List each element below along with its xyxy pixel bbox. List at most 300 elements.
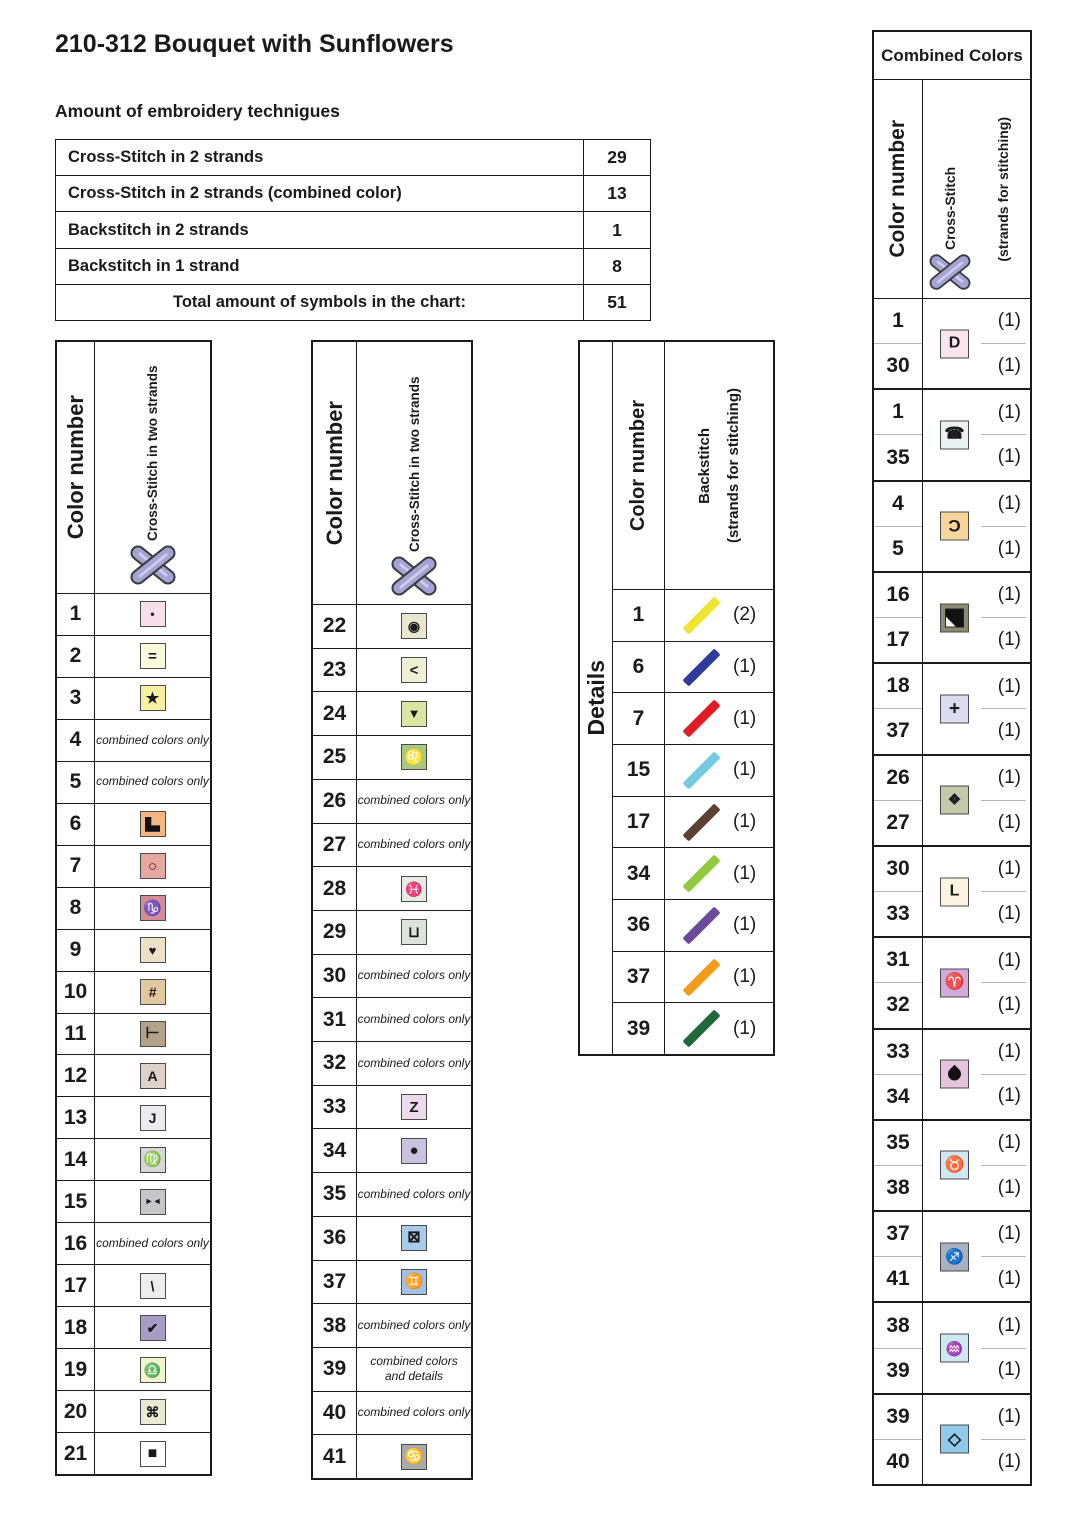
symbol-cell: [357, 1086, 471, 1129]
combined-note: combined colors only: [357, 1405, 471, 1420]
combined-group: [874, 1119, 1030, 1210]
symbol-glyph: •: [150, 607, 155, 622]
cross-stitch-header: [357, 342, 471, 604]
color-number: 1: [613, 590, 665, 641]
virgo-symbol: [140, 1147, 166, 1173]
symbol-cell: [95, 972, 210, 1013]
less-than-symbol: [401, 657, 427, 683]
symbol-glyph: ♌: [404, 748, 424, 766]
technique-row: [56, 248, 650, 284]
color-number: 30: [886, 856, 910, 880]
page-title: 210-312 Bouquet with Sunflowers: [55, 30, 454, 58]
symbol-glyph: ►◄: [144, 1196, 161, 1207]
color-row: [313, 1347, 471, 1391]
strands-value: (2): [733, 604, 757, 626]
combined-group: [874, 1028, 1030, 1119]
diamond-symbol: [940, 1425, 969, 1454]
combined-note: combined colors only: [357, 1186, 471, 1201]
details-header: [613, 342, 773, 590]
symbol-glyph: ⌘: [145, 1403, 160, 1420]
color-number: 41: [313, 1435, 357, 1478]
technique-value: 1: [583, 212, 650, 247]
symbol-cell: [95, 804, 210, 845]
combined-colors-title: Combined Colors: [874, 32, 1030, 80]
dot-symbol: [140, 601, 166, 627]
symbol-cell: [95, 1307, 210, 1348]
color-number-label: Color number: [627, 399, 649, 532]
color-number: 4: [892, 491, 904, 515]
combined-numbers: [874, 756, 923, 845]
l-block-symbol: [140, 811, 166, 837]
color-row: [313, 648, 471, 692]
color-row: [313, 1041, 471, 1085]
symbol-glyph: ♊: [404, 1273, 424, 1291]
color-row: [57, 845, 210, 887]
details-side-label: [580, 342, 613, 1054]
symbol-glyph: ♎: [143, 1361, 162, 1378]
backstitch-line: [682, 596, 720, 634]
symbol-glyph: ⊠: [407, 1229, 421, 1247]
technique-row: [56, 175, 650, 211]
four-diamonds-symbol: [940, 786, 969, 815]
symbol-cell: [95, 888, 210, 929]
combined-numbers: [874, 1121, 923, 1210]
color-number: 21: [57, 1433, 95, 1474]
color-number: 24: [313, 692, 357, 735]
color-number: 18: [886, 674, 910, 698]
circled-dot-symbol: [401, 613, 427, 639]
symbol-glyph: ★: [145, 689, 160, 707]
backslash-symbol: [140, 1273, 166, 1299]
combined-symbol-cell: [923, 938, 1030, 1027]
cross-stitch-label: Cross-Stitch in two strands: [145, 365, 160, 541]
combined-group: [874, 936, 1030, 1027]
symbol-glyph: ♋: [404, 1448, 424, 1466]
color-number: 39: [886, 1404, 910, 1428]
color-row: [313, 1434, 471, 1478]
color-row: [313, 866, 471, 910]
drop-glyph: [945, 1065, 963, 1083]
symbol-glyph: ♍: [143, 1151, 162, 1169]
backstitch-row: [613, 847, 773, 899]
color-number: 4: [57, 720, 95, 761]
color-number: 1: [57, 594, 95, 635]
symbol-glyph: ♉: [944, 1156, 965, 1174]
backstitch-row: [613, 1002, 773, 1054]
color-number: 39: [613, 1003, 665, 1054]
combined-group: [874, 662, 1030, 753]
table-header: [313, 342, 471, 605]
symbol-glyph: #: [148, 984, 157, 1001]
strands-value: (1): [997, 675, 1021, 697]
command-symbol: [140, 1399, 166, 1425]
cross-stitch-x-icon: [129, 543, 177, 587]
color-row: [57, 803, 210, 845]
color-number-header: [874, 80, 923, 298]
cross-stitch-x-icon: [390, 554, 438, 598]
backstitch-cell: [665, 642, 773, 693]
color-row: [57, 1306, 210, 1348]
corner-square-symbol: [940, 603, 969, 632]
symbol-glyph: \: [150, 1277, 155, 1294]
symbol-cell: [95, 846, 210, 887]
combined-note: combined colors only: [357, 968, 471, 983]
letter-l-symbol: [940, 877, 969, 906]
symbol-glyph: ○: [147, 857, 158, 875]
color-row: [313, 1085, 471, 1129]
color-number: 37: [874, 708, 922, 753]
color-number: 12: [57, 1055, 95, 1096]
star-symbol: [140, 685, 166, 711]
symbol-cell: [357, 955, 471, 998]
strands-value: (1): [997, 949, 1021, 971]
color-number: 33: [874, 891, 922, 936]
color-number: 26: [313, 780, 357, 823]
color-number: 40: [313, 1392, 357, 1435]
symbol-cell: [95, 762, 210, 803]
symbol-glyph: Ɔ: [948, 516, 961, 536]
symbol-cell: [357, 649, 471, 692]
technique-label: Backstitch in 1 strand: [68, 256, 240, 275]
square-cup-symbol: [401, 919, 427, 945]
letter-j-symbol: [140, 1105, 166, 1131]
symbol-cell: [95, 1181, 210, 1222]
aquarius-symbol: [940, 1334, 969, 1363]
backstitch-line: [682, 648, 720, 686]
black-circle-symbol: [401, 1138, 427, 1164]
combined-group: [874, 571, 1030, 662]
strands-value: (1): [997, 446, 1021, 468]
backstitch-cell: [665, 590, 773, 641]
symbol-cell: [95, 930, 210, 971]
color-number: 33: [313, 1086, 357, 1129]
symbol-cell: [357, 780, 471, 823]
taurus-symbol: [940, 1151, 969, 1180]
color-number: 37: [886, 1222, 910, 1246]
combined-symbol-cell: [923, 482, 1030, 571]
backstitch-line: [682, 751, 720, 789]
strands-value: (1): [733, 1017, 757, 1039]
color-number: 36: [313, 1217, 357, 1260]
strands-value: (1): [997, 1040, 1021, 1062]
details-label: Details: [582, 660, 609, 736]
color-number: 7: [57, 846, 95, 887]
backstitch-line: [682, 906, 720, 944]
strands-value: (1): [997, 766, 1021, 788]
strands-value: (1): [997, 1223, 1021, 1245]
bowtie-symbol: [140, 1189, 166, 1215]
combined-group: [874, 480, 1030, 571]
symbol-cell: [357, 1392, 471, 1435]
strands-value: (1): [733, 862, 757, 884]
color-row: [57, 887, 210, 929]
combined-note: combined colors only: [357, 837, 471, 852]
right-tack-symbol: [140, 1021, 166, 1047]
symbol-glyph: ⊢: [145, 1025, 160, 1042]
color-number: 15: [57, 1181, 95, 1222]
table-header: [57, 342, 210, 594]
color-row: [57, 719, 210, 761]
color-number: 34: [613, 848, 665, 899]
symbol-cell: [95, 1349, 210, 1390]
strands-value: (1): [997, 1359, 1021, 1381]
combined-colors-table: [872, 30, 1032, 1486]
symbol-glyph: Z: [409, 1098, 419, 1116]
combined-numbers: [874, 664, 923, 753]
strands-value: (1): [997, 720, 1021, 742]
combined-symbol-cell: [923, 573, 1030, 662]
strands-label: (strands for stitching): [725, 387, 742, 543]
color-row: [57, 1096, 210, 1138]
color-row: [57, 1390, 210, 1432]
symbol-cell: [357, 867, 471, 910]
combined-numbers: [874, 1212, 923, 1301]
color-row: [57, 594, 210, 635]
color-row: [313, 779, 471, 823]
strands-value: (1): [997, 1085, 1021, 1107]
color-row: [57, 1348, 210, 1390]
strands-value: (1): [997, 1132, 1021, 1154]
strands-value: (1): [733, 759, 757, 781]
color-number: 3: [57, 678, 95, 719]
color-number: 7: [613, 693, 665, 744]
techniques-heading: Amount of embroidery technigues: [55, 101, 340, 121]
color-number: 25: [313, 736, 357, 779]
color-number: 35: [886, 1130, 910, 1154]
symbol-glyph: ❖: [947, 791, 962, 809]
color-number: 33: [886, 1039, 910, 1063]
strands-value: (1): [733, 811, 757, 833]
color-row: [313, 735, 471, 779]
symbol-glyph: ☎: [944, 425, 965, 443]
circle-outline-symbol: [140, 853, 166, 879]
strands-value: (1): [997, 858, 1021, 880]
color-row: [57, 1264, 210, 1306]
table-rows: [313, 605, 471, 1478]
symbol-cell: [95, 678, 210, 719]
l-shape-glyph: [145, 817, 160, 832]
combined-group: [874, 388, 1030, 479]
color-number: 37: [613, 952, 665, 1003]
capricorn-symbol: [140, 895, 166, 921]
color-row: [57, 677, 210, 719]
technique-value: 13: [583, 176, 650, 211]
combined-numbers: [874, 1030, 923, 1119]
cross-stitch-label-wrap: [923, 80, 977, 298]
technique-label: Cross-Stitch in 2 strands: [68, 148, 264, 167]
symbol-cell: [357, 1304, 471, 1347]
color-number: 19: [57, 1349, 95, 1390]
symbol-glyph: ♒: [945, 1340, 964, 1357]
strands-value: (1): [997, 1450, 1021, 1472]
symbol-cell: [95, 1391, 210, 1432]
symbol-glyph: ▼: [407, 706, 421, 722]
combined-numbers: [874, 390, 923, 479]
color-number: 31: [313, 998, 357, 1041]
color-number: 29: [313, 911, 357, 954]
color-row: [313, 1216, 471, 1260]
equals-symbol: [140, 643, 166, 669]
symbol-glyph: A: [147, 1067, 158, 1084]
sagittarius-symbol: [940, 1242, 969, 1271]
color-number-label: Color number: [321, 400, 347, 546]
technique-row: [56, 211, 650, 247]
strands-value: (1): [997, 492, 1021, 514]
backstitch-row: [613, 899, 773, 951]
color-number: 2: [57, 636, 95, 677]
triangle-down-symbol: [401, 701, 427, 727]
combined-symbol-cell: [923, 1303, 1030, 1392]
symbol-cell: [357, 1173, 471, 1216]
reversed-c-symbol: [940, 512, 969, 541]
combined-note: combined colors only: [96, 1235, 209, 1250]
strands-value: (1): [733, 966, 757, 988]
backstitch-line: [682, 1010, 720, 1048]
combined-groups: [874, 299, 1030, 1484]
color-number: 10: [57, 972, 95, 1013]
total-value: 51: [583, 285, 650, 320]
strands-value: (1): [733, 707, 757, 729]
aries-symbol: [940, 968, 969, 997]
strands-value: (1): [997, 811, 1021, 833]
symbol-cell: [95, 1265, 210, 1306]
strands-value: (1): [997, 994, 1021, 1016]
color-number: 17: [57, 1265, 95, 1306]
color-row: [313, 1172, 471, 1216]
strands-value: (1): [733, 914, 757, 936]
backstitch-cell: [665, 952, 773, 1003]
color-row: [57, 1432, 210, 1474]
color-number: 35: [313, 1173, 357, 1216]
color-number-header: [313, 342, 357, 604]
backstitch-cell: [665, 1003, 773, 1054]
strands-value: (1): [997, 1314, 1021, 1336]
symbol-cell: [357, 1435, 471, 1478]
backstitch-label: Backstitch: [696, 427, 713, 504]
symbol-glyph: ♥: [148, 942, 157, 958]
color-number-label: Color number: [62, 395, 88, 540]
color-number: 8: [57, 888, 95, 929]
color-row: [313, 1303, 471, 1347]
color-row: [313, 691, 471, 735]
symbol-glyph: D: [948, 334, 961, 352]
color-row: [313, 910, 471, 954]
letter-a-symbol: [140, 1063, 166, 1089]
cross-stitch-table-1: [55, 340, 212, 1476]
color-row: [57, 1180, 210, 1222]
color-number: 26: [886, 765, 910, 789]
symbol-glyph: ♓: [405, 880, 423, 897]
color-number: 35: [874, 434, 922, 479]
color-number: 9: [57, 930, 95, 971]
backstitch-cell: [665, 693, 773, 744]
combined-symbol-cell: [923, 390, 1030, 479]
black-square-symbol: [140, 1441, 166, 1467]
color-row: [313, 605, 471, 648]
color-number: 34: [313, 1129, 357, 1172]
cross-stitch-header: [95, 342, 210, 593]
color-number: 30: [313, 955, 357, 998]
color-number: 41: [874, 1256, 922, 1301]
combined-note: combined colors only: [357, 1317, 471, 1332]
symbol-cell: [357, 692, 471, 735]
combined-numbers: [874, 938, 923, 1027]
backstitch-cell: [665, 797, 773, 848]
cross-stitch-table-2: [311, 340, 473, 1480]
color-number: 39: [874, 1348, 922, 1393]
color-number: 14: [57, 1139, 95, 1180]
color-number: 22: [313, 605, 357, 648]
combined-group: [874, 1393, 1030, 1484]
color-row: [313, 1128, 471, 1172]
backstitch-line: [682, 855, 720, 893]
color-number: 37: [313, 1261, 357, 1304]
color-number: 17: [874, 617, 922, 662]
symbol-cell: [95, 1055, 210, 1096]
color-number: 6: [613, 642, 665, 693]
symbol-glyph: <: [409, 661, 419, 679]
strands-value: (1): [997, 628, 1021, 650]
color-row: [57, 635, 210, 677]
combined-note: combined colors only: [96, 732, 209, 747]
check-mark-symbol: [140, 1315, 166, 1341]
color-number: 1: [892, 400, 904, 424]
symbol-glyph: +: [948, 698, 961, 720]
combined-symbol-cell: [923, 756, 1030, 845]
symbol-cell: [357, 1261, 471, 1304]
technique-row: [56, 140, 650, 175]
hash-symbol: [140, 979, 166, 1005]
color-number: 28: [313, 867, 357, 910]
combined-symbol-cell: [923, 664, 1030, 753]
color-row: [57, 1138, 210, 1180]
color-number: 32: [874, 982, 922, 1027]
strands-value: (1): [733, 656, 757, 677]
combined-group: [874, 754, 1030, 845]
backstitch-row: [613, 641, 773, 693]
symbol-glyph: =: [148, 647, 157, 665]
color-number: 38: [313, 1304, 357, 1347]
telephone-symbol: [940, 420, 969, 449]
backstitch-cell: [665, 745, 773, 796]
color-number: 38: [886, 1313, 910, 1337]
color-row: [57, 761, 210, 803]
color-number: 16: [57, 1223, 95, 1264]
details-table: [578, 340, 775, 1056]
symbol-cell: [95, 1097, 210, 1138]
symbol-glyph: ✔: [146, 1319, 159, 1336]
droplet-symbol: [940, 1060, 969, 1089]
combined-symbol-cell: [923, 299, 1030, 388]
backstitch-row: [613, 692, 773, 744]
symbol-cell: [357, 1129, 471, 1172]
combined-numbers: [874, 299, 923, 388]
strands-value: (1): [997, 401, 1021, 423]
backstitch-row: [613, 951, 773, 1003]
color-number: 20: [57, 1391, 95, 1432]
backstitch-cell: [665, 848, 773, 899]
symbol-cell: [95, 1223, 210, 1264]
symbol-cell: [95, 594, 210, 635]
strands-value: (1): [997, 310, 1021, 332]
libra-symbol: [140, 1357, 166, 1383]
details-main: [613, 342, 773, 1054]
pisces-symbol: [401, 876, 427, 902]
color-number: 16: [886, 583, 910, 607]
combined-group: [874, 1210, 1030, 1301]
combined-note: combined colors only: [96, 774, 209, 789]
symbol-glyph: ♈: [944, 973, 965, 991]
